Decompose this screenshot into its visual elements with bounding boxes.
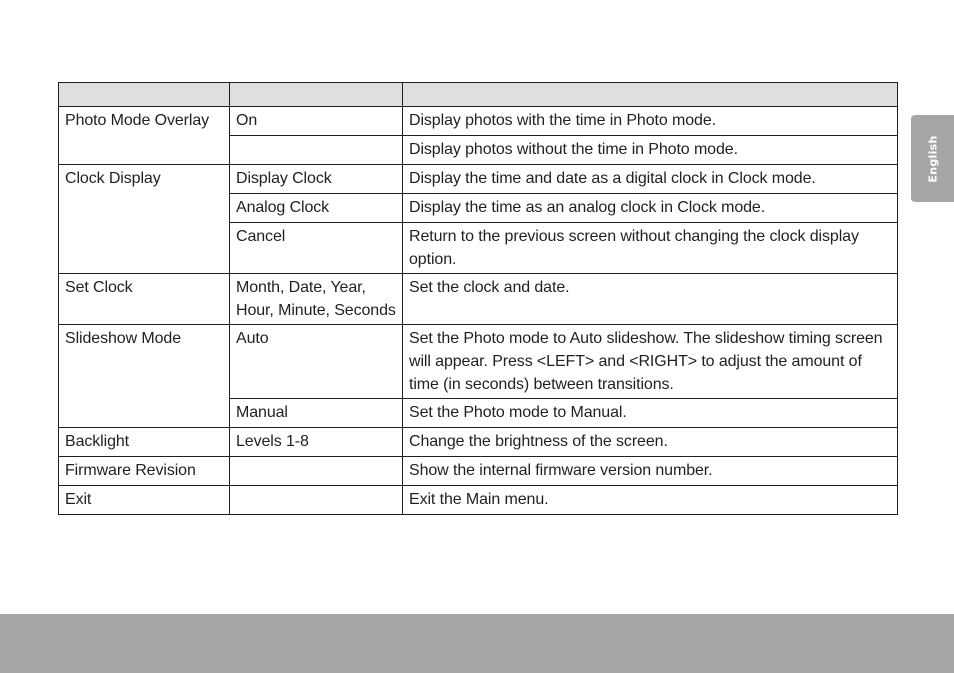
row-option-cell: Auto — [230, 325, 403, 399]
row-description-cell: Display photos with the time in Photo mode. — [403, 107, 898, 136]
table-row — [59, 325, 898, 399]
language-tab-label: English — [926, 134, 939, 183]
row-description-cell: Display the time as an analog clock in Clock mode. — [403, 194, 898, 223]
row-option-cell: Cancel — [230, 223, 403, 274]
row-item-cell: Slideshow Mode — [59, 325, 230, 428]
header-cell-option — [230, 83, 403, 107]
row-item-cell: Set Clock — [59, 274, 230, 325]
table-row — [59, 274, 898, 325]
row-description-cell: Change the brightness of the screen. — [403, 428, 898, 457]
table-row — [59, 107, 898, 136]
row-option-cell: Analog Clock — [230, 194, 403, 223]
row-item-cell: Exit — [59, 486, 230, 515]
row-option-cell — [230, 136, 403, 165]
row-option-cell: Manual — [230, 399, 403, 428]
row-description-cell: Display photos without the time in Photo mode. — [403, 136, 898, 165]
settings-menu-table — [58, 82, 898, 515]
header-cell-description — [403, 83, 898, 107]
row-option-cell — [230, 486, 403, 515]
table-row — [59, 165, 898, 194]
row-description-cell: Set the Photo mode to Manual. — [403, 399, 898, 428]
row-option-cell: On — [230, 107, 403, 136]
row-option-cell: Display Clock — [230, 165, 403, 194]
table-row — [59, 457, 898, 486]
language-tab — [911, 115, 954, 202]
table-row — [59, 428, 898, 457]
row-option-cell: Levels 1-8 — [230, 428, 403, 457]
table-row — [59, 486, 898, 515]
row-item-cell: Backlight — [59, 428, 230, 457]
row-option-cell — [230, 457, 403, 486]
row-item-cell: Photo Mode Overlay — [59, 107, 230, 165]
row-option-cell: Month, Date, Year, Hour, Minute, Seconds — [230, 274, 403, 325]
row-description-cell: Set the Photo mode to Auto slideshow. The slideshow timing screen will appear. Press <LEFT> and <RIGHT> to adjust the amount of time (in seconds) between transitions. — [403, 325, 898, 399]
row-description-cell: Set the clock and date. — [403, 274, 898, 325]
row-description-cell: Display the time and date as a digital clock in Clock mode. — [403, 165, 898, 194]
footer-bar — [0, 614, 954, 673]
row-description-cell: Exit the Main menu. — [403, 486, 898, 515]
row-description-cell: Show the internal firmware version number. — [403, 457, 898, 486]
header-cell-item — [59, 83, 230, 107]
row-item-cell: Firmware Revision — [59, 457, 230, 486]
row-item-cell: Clock Display — [59, 165, 230, 274]
row-description-cell: Return to the previous screen without changing the clock display option. — [403, 223, 898, 274]
table-header-row — [59, 83, 898, 107]
